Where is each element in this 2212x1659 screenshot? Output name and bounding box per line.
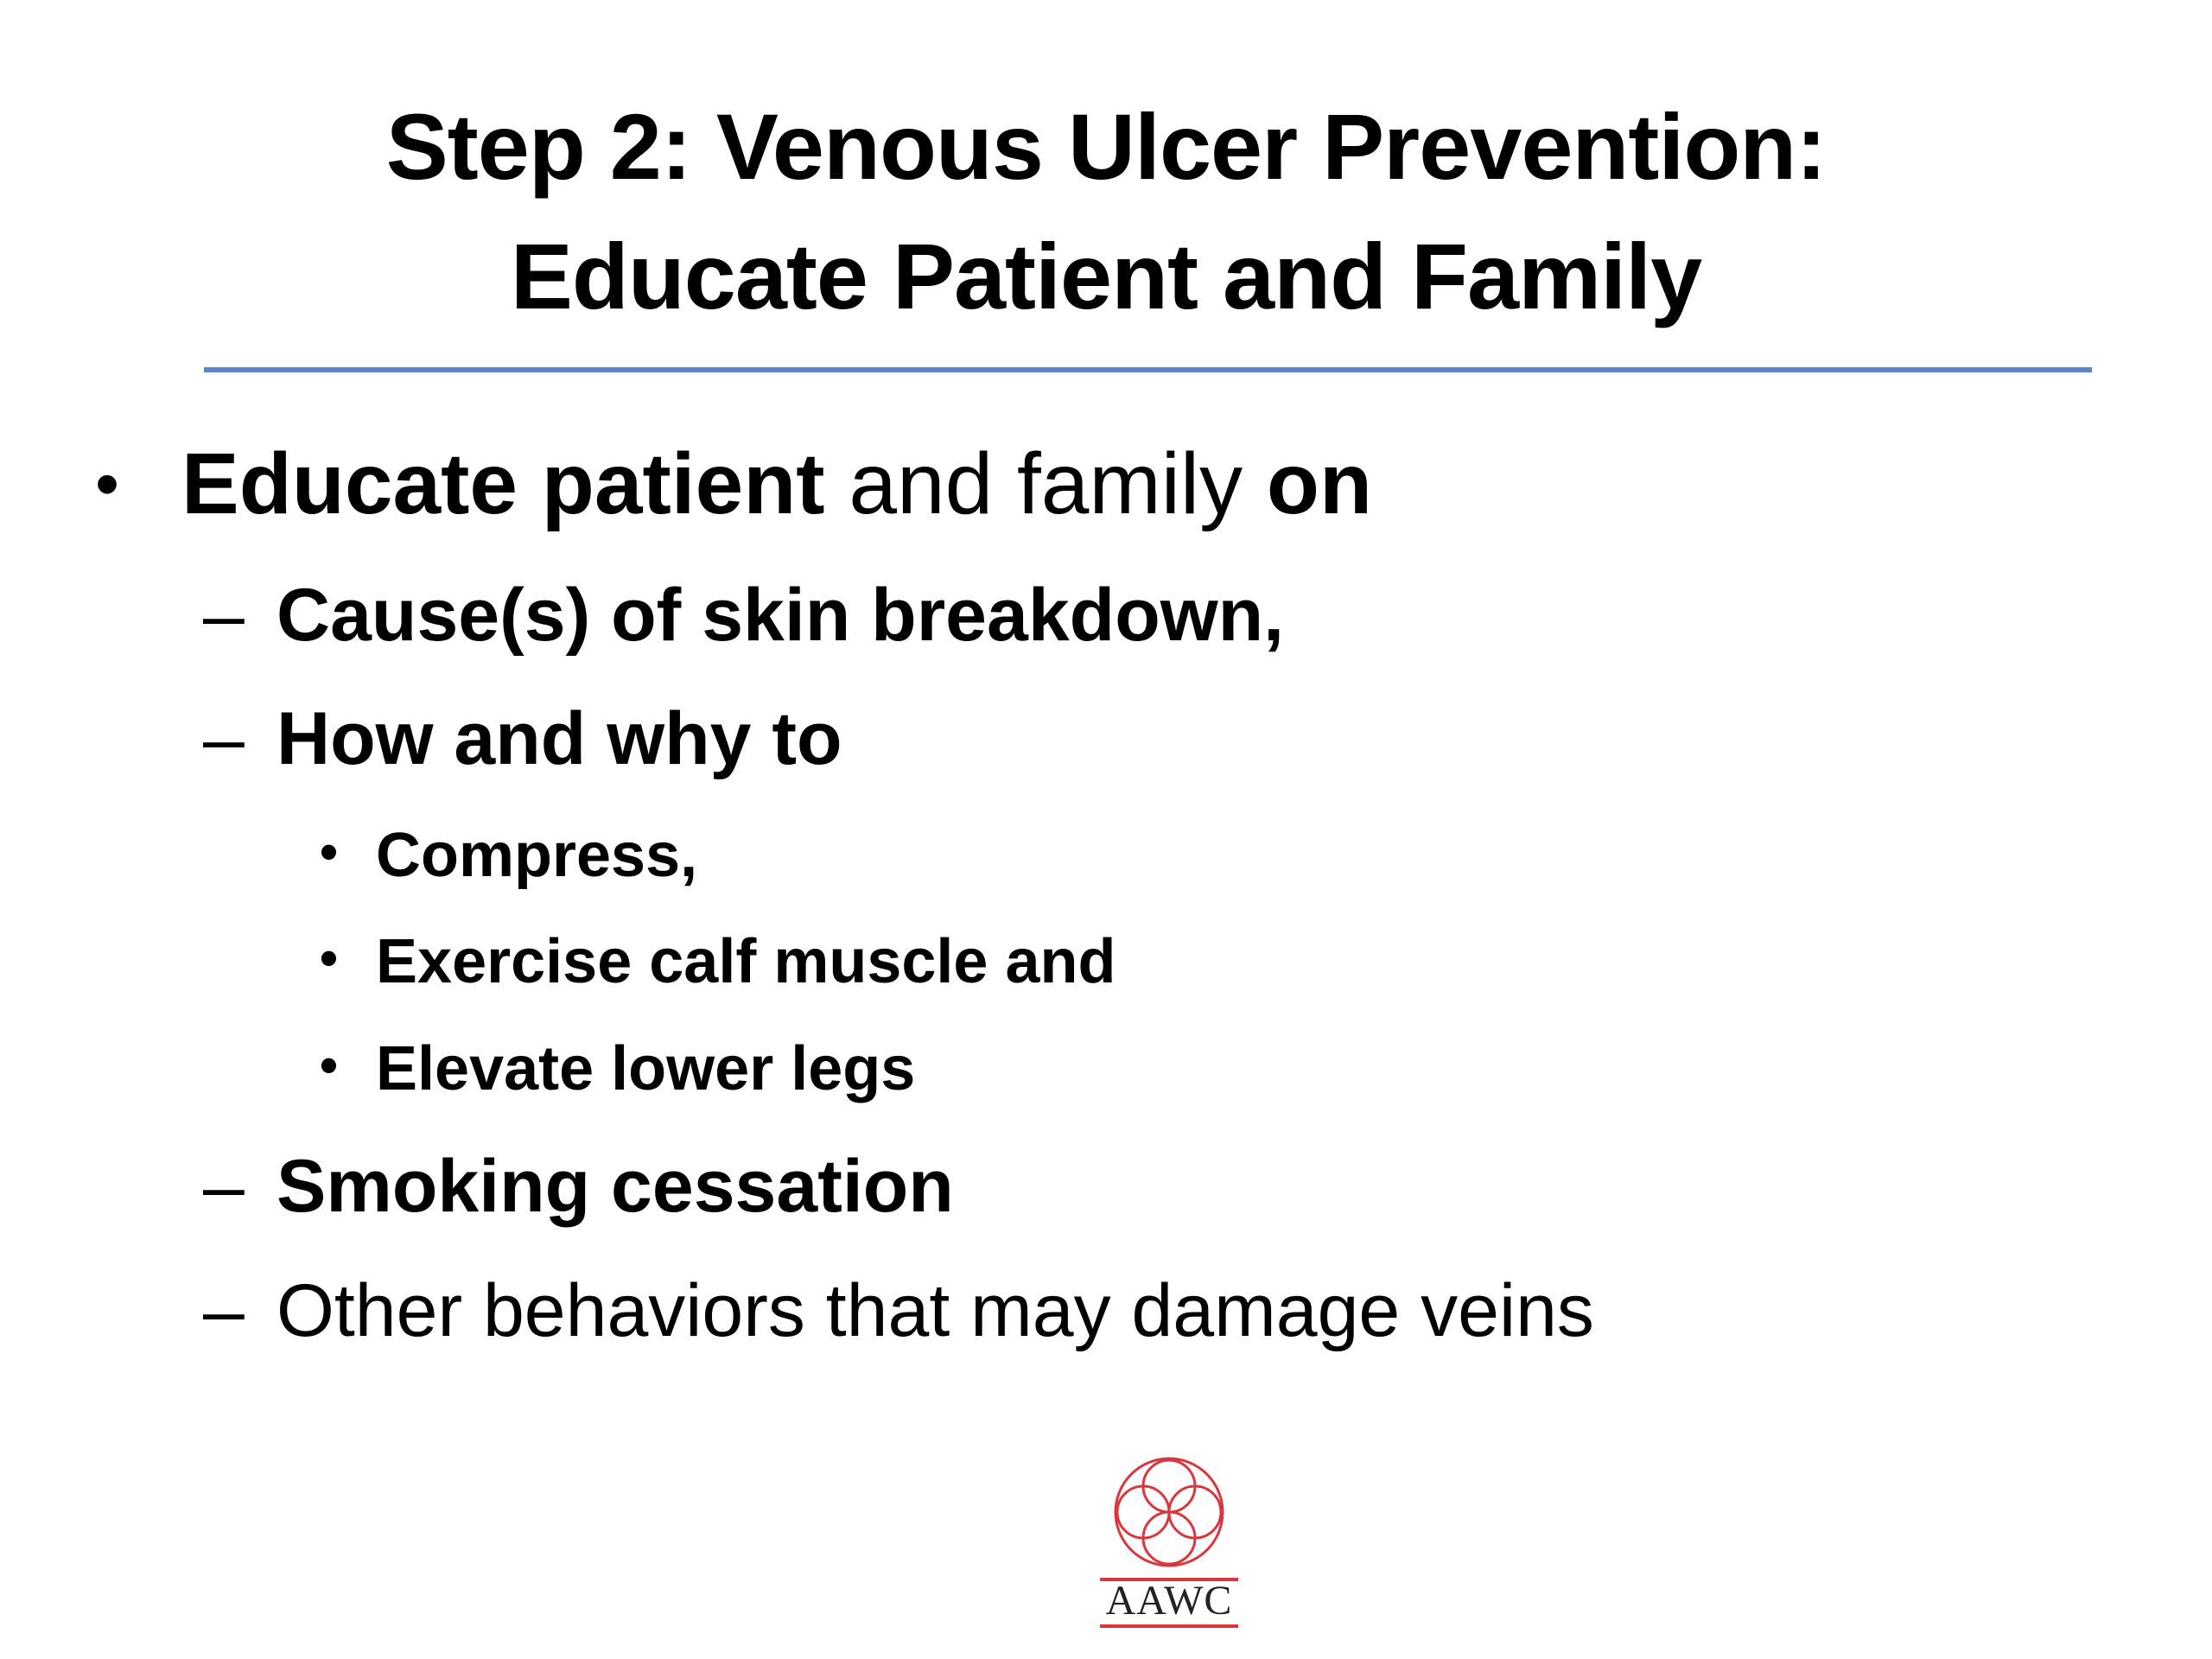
dash-marker: – [203, 1269, 245, 1352]
sub-bullet-text: Cause(s) of skin breakdown, [276, 574, 1285, 657]
subsub-bullet-text: Elevate lower legs [376, 1034, 916, 1103]
title-divider [204, 367, 2092, 372]
interlocking-circles-logo-icon [1104, 1452, 1234, 1573]
sub-bullet-text: Other behaviors that may damage veins [276, 1269, 1594, 1352]
slide-title-line-1: Step 2: Venous Ulcer Prevention: [385, 94, 1827, 199]
bullet-text [181, 432, 1372, 536]
slide-title [0, 82, 2212, 341]
sub-bullet-text: How and why to [276, 697, 842, 780]
bullet-text-bold-2: on [1266, 435, 1373, 532]
dash-marker: – [203, 1145, 245, 1228]
dash-marker: – [203, 574, 245, 657]
logo-rule-bottom [1100, 1624, 1238, 1628]
subsub-bullet-text: Exercise calf muscle and [376, 927, 1116, 996]
subsub-bullet-text: Compress, [376, 821, 698, 890]
sub-bullet-text: Smoking cessation [276, 1145, 954, 1228]
bullet-text-normal: and family [824, 435, 1267, 532]
bullet-marker: • [320, 823, 339, 880]
bullet-marker: • [95, 445, 120, 522]
logo-text: AAWC [1105, 1578, 1233, 1624]
bullet-marker: • [320, 1036, 339, 1094]
slide-title-line-2: Educate Patient and Family [510, 224, 1702, 328]
aawc-logo [1087, 1452, 1251, 1633]
bullet-text-bold-1: Educate patient [181, 435, 825, 532]
bullet-marker: • [320, 929, 339, 987]
dash-marker: – [203, 697, 245, 780]
